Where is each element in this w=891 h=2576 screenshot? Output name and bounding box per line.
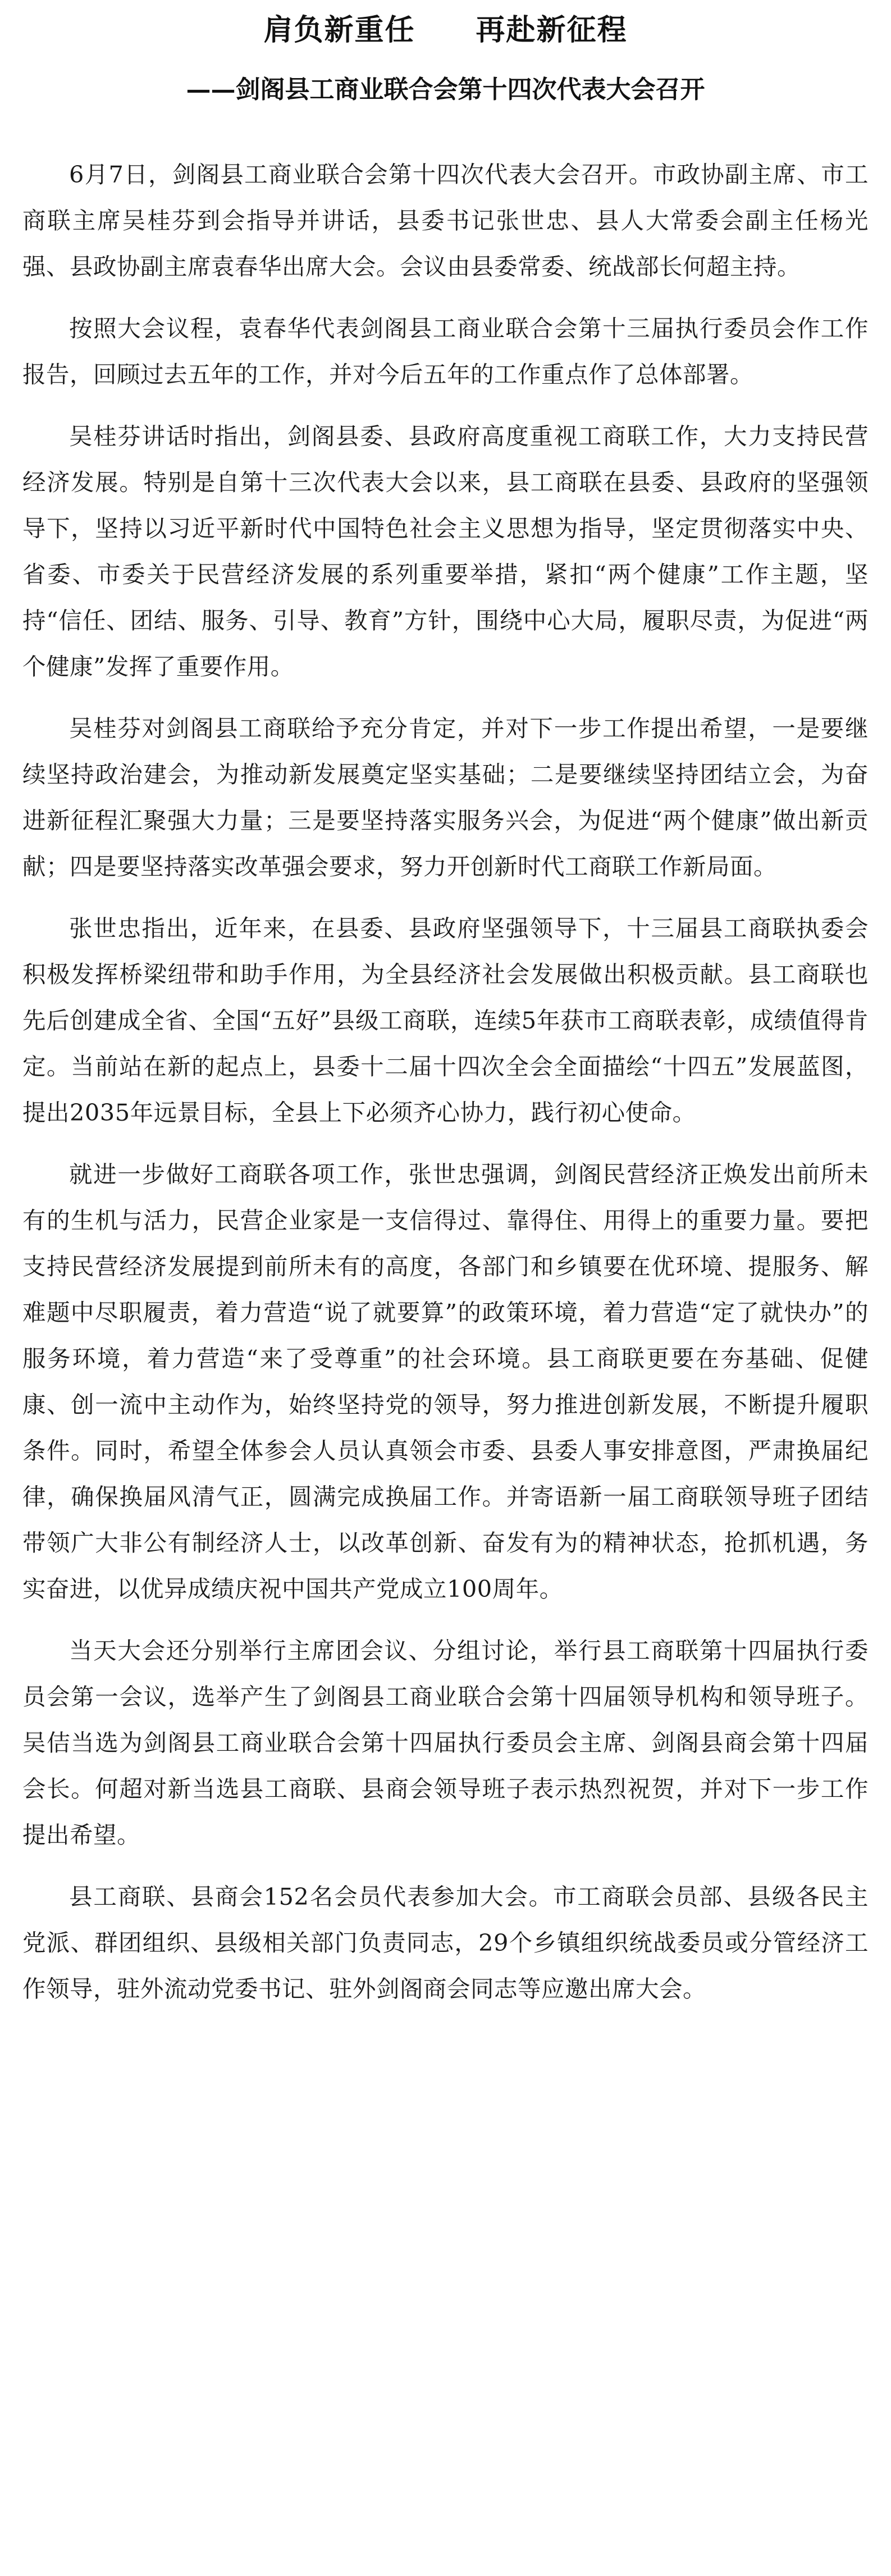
article-paragraph: 按照大会议程，袁春华代表剑阁县工商业联合会第十三届执行委员会作工作报告，回顾过去五年的工作，并对今后五年的工作重点作了总体部署。: [22, 315, 869, 388]
article-paragraph: 张世忠指出，近年来，在县委、县政府坚强领导下，十三届县工商联执委会积极发挥桥梁纽带和助手作用，为全县经济社会发展做出积极贡献。县工商联也先后创建成全省、全国“五好”县级工商联，连续5年获市工商联表彰，成绩值得肯定。当前站在新的起点上，县委十二届十四次全会全面描绘“十四五”发展蓝图，提出2035年远景目标，全县上下必须齐心协力，践行初心使命。: [22, 914, 869, 1126]
article-paragraph: 就进一步做好工商联各项工作，张世忠强调，剑阁民营经济正焕发出前所未有的生机与活力，民营企业家是一支信得过、靠得住、用得上的重要力量。要把支持民营经济发展提到前所未有的高度，各部门和乡镇要在优环境、提服务、解难题中尽职履责，着力营造“说了就要算”的政策环境，着力营造“定了就快办”的服务环境，着力营造“来了受尊重”的社会环境。县工商联更要在夯基础、促健康、创一流中主动作为，始终坚持党的领导，努力推进创新发展，不断提升履职条件。同时，希望全体参会人员认真领会市委、县委人事安排意图，严肃换届纪律，确保换届风清气正，圆满完成换届工作。并寄语新一届工商联领导班子团结带领广大非公有制经济人士，以改革创新、奋发有为的精神状态，抢抓机遇，务实奋进，以优异成绩庆祝中国共产党成立100周年。: [22, 1160, 869, 1603]
article-paragraph: 吴桂芬对剑阁县工商联给予充分肯定，并对下一步工作提出希望，一是要继续坚持政治建会，为推动新发展奠定坚实基础；二是要继续坚持团结立会，为奋进新征程汇聚强大力量；三是要坚持落实服务兴会，为促进“两个健康”做出新贡献；四是要坚持落实改革强会要求，努力开创新时代工商联工作新局面。: [22, 714, 869, 880]
article-paragraph: 吴桂芬讲话时指出，剑阁县委、县政府高度重视工商联工作，大力支持民营经济发展。特别是自第十三次代表大会以来，县工商联在县委、县政府的坚强领导下，坚持以习近平新时代中国特色社会主义思想为指导，坚定贯彻落实中央、省委、市委关于民营经济发展的系列重要举措，紧扣“两个健康”工作主题，坚持“信任、团结、服务、引导、教育”方针，围绕中心大局，履职尽责，为促进“两个健康”发挥了重要作用。: [22, 422, 869, 680]
page-subtitle: ——剑阁县工商业联合会第十四次代表大会召开: [186, 75, 705, 104]
article-paragraph: 当天大会还分别举行主席团会议、分组讨论，举行县工商联第十四届执行委员会第一会议，选举产生了剑阁县工商业联合会第十四届领导机构和领导班子。吴佶当选为剑阁县工商业联合会第十四届执行委员会主席、剑阁县商会第十四届会长。何超对新当选县工商联、县商会领导班子表示热烈祝贺，并对下一步工作提出希望。: [22, 1637, 869, 1849]
article-body: [22, 152, 869, 2012]
article-paragraph: 6月7日，剑阁县工商业联合会第十四次代表大会召开。市政协副主席、市工商联主席吴桂芬到会指导并讲话，县委书记张世忠、县人大常委会副主任杨光强、县政协副主席袁春华出席大会。会议由县委常委、统战部长何超主持。: [22, 161, 869, 280]
page-title: 肩负新重任 再赴新征程: [263, 13, 628, 47]
article-paragraph: 县工商联、县商会152名会员代表参加大会。市工商联会员部、县级各民主党派、群团组织、县级相关部门负责同志，29个乡镇组织统战委员或分管经济工作领导，驻外流动党委书记、驻外剑阁商会同志等应邀出席大会。: [22, 1883, 869, 2002]
